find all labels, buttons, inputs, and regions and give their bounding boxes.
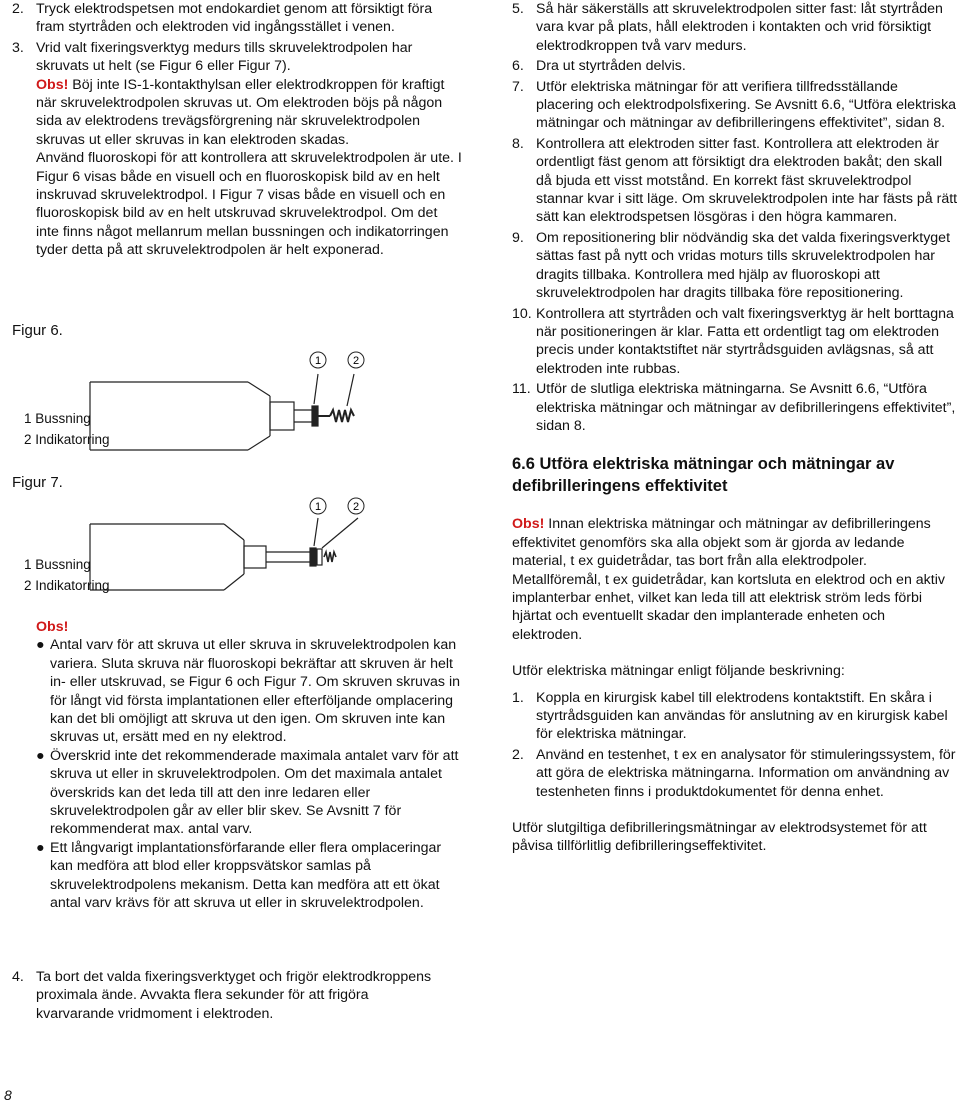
svg-text:2: 2 <box>352 355 360 367</box>
step-text: Så här säkerställs att skruvelektrodpolen sitter fast: låt styrtråden vara kvar på plats, håll elektroden i kontakten och vrid försiktigt elektrodkroppen två varv medurs. <box>536 1 943 54</box>
callout-1 <box>310 352 326 368</box>
obs-note <box>512 515 958 644</box>
section-heading: 6.6 Utföra elektriska mätningar och mätningar av defibrilleringens effektivitet <box>512 455 895 496</box>
figure-7 <box>12 474 464 604</box>
legend-item: 2 Indikatorring <box>24 432 110 447</box>
obs-label: Obs! <box>36 76 69 93</box>
step-text: Tryck elektrodspetsen mot endokardiet genom att försiktigt föra fram styrtråden och elektroden vid ingångsstället i venen. <box>36 1 433 36</box>
step-text: Om repositionering blir nödvändig ska det valda fixeringsverktyget sättas fast på nytt och vridas moturs tills skruvelektrodpolen har dragits tillbaka. Kontrollera med hjälp av fluoroskopi att skruvelektrodpolen har dragits tillbaka före repositionering. <box>536 229 951 302</box>
step-text: Utför de slutliga elektriska mätningarna. Se Avsnitt 6.6, “Utföra elektriska mätningar och mätningar av defibrilleringens effektivitet”, sidan 8. <box>536 381 956 434</box>
step-number: 9. <box>512 229 524 246</box>
step-number: 2. <box>512 746 524 763</box>
measure-steps <box>512 689 958 801</box>
step-10 <box>512 305 958 379</box>
step-3 <box>12 39 464 260</box>
step-number: 3. <box>12 39 24 56</box>
step-6 <box>512 57 958 75</box>
step-5 <box>512 0 958 55</box>
callout-1 <box>310 498 326 514</box>
step-number: 1. <box>512 689 524 706</box>
obs-note <box>36 76 464 150</box>
bullet-dot: ● <box>36 839 45 856</box>
svg-text:2: 2 <box>352 501 360 513</box>
figure-7-label: Figur 7. <box>12 474 63 491</box>
step-7 <box>512 78 958 133</box>
step-text: Vrid valt fixeringsverktyg medurs tills skruvelektrodpolen har skruvats ut helt (se Figur 6 eller Figur 7). <box>36 39 413 75</box>
bullet-dot: ● <box>36 637 45 654</box>
final-text: Utför slutgiltiga defibrilleringsmätningar av elektrodsystemet för att påvisa tillförlitlig defibrilleringseffektivitet. <box>512 820 927 855</box>
obs-label: Obs! <box>36 619 69 635</box>
step-number: 2. <box>12 1 24 17</box>
bullet-text: Överskrid inte det rekommenderade maximala antalet varv för att skruva ut eller in skruvelektrodpolen. Om det maximala antalet överskrids kan det leda till att den inre ledaren eller skruvelektrodpolen går av eller blir skev. Se Avsnitt 7 för rekommenderat max. antal varv. <box>50 747 459 838</box>
step-number: 5. <box>512 1 524 17</box>
step-text: Kontrollera att styrtråden och valt fixeringsverktyg är helt borttagna när positioneringen är klar. Fatta ett ordentligt tag om elektroden precis under kontaktstiftet när styrtrådsguiden avlägsnas, så att elektroden inte rubbas. <box>536 305 954 377</box>
step-8 <box>512 135 958 227</box>
legend-item: 2 Indikatorring <box>24 578 110 593</box>
bullet-text: Antal varv för att skruva ut eller skruva in skruvelektrodpolen kan variera. Sluta skruva när fluoroskopi bekräftar att skruven är helt in- eller utskruvad, se Figur 6 och Figur 7. Om skruven skruvas in för långt vid första implantationen eller efterföljande omplacering kan det bli omöjligt att skruva ut den igen. Om skruven inte kan skruvas ut, ersätt med en ny elektrod. <box>50 637 461 746</box>
page-number: 8 <box>4 1087 12 1103</box>
figure-6-legend <box>24 408 110 450</box>
step-text: Ta bort det valda fixeringsverktyget och frigör elektrodkroppens proximala ände. Avvakta flera sekunder för att frigöra kvarvarande vridmoment i elektroden. <box>36 969 432 1022</box>
left-column <box>12 0 464 1022</box>
callout-2 <box>348 352 364 368</box>
lead-tool-drawing <box>90 374 354 450</box>
step-9 <box>512 229 958 303</box>
step-text: Dra ut styrtråden delvis. <box>536 58 686 75</box>
legend-item: 1 Bussning <box>24 411 91 426</box>
step-text: Kontrollera att elektroden sitter fast. Kontrollera att elektroden är ordentligt fäst genom att försiktigt dra elektroden bakåt; den skall då bjuda ett visst motstånd. En korrekt fäst skruvelektrodpol stannar kvar i sitt läge. Om skruvelektrodpolen inte har fästs på rätt sätt kan elektrodspetsen lösgöras i den högra kammaren. <box>536 135 958 226</box>
obs-text: Böj inte IS-1-kontakthylsan eller elektrodkroppen för kraftigt när skruvelektrodpolen skruvas ut. Om elektroden böjs på någon sida av elektrodens trevägsförgrening när skruvelektrodpolen skruvas ut eller skruvas in kan elektroden skadas. <box>36 76 445 148</box>
bullet-dot: ● <box>36 747 45 764</box>
step-2 <box>12 0 464 37</box>
step-text: Använd en testenhet, t ex en analysator för stimuleringssystem, för att göra de elektriska mätningarna. Information om användning av testenheten finns i produktdokumentet för denna enhet. <box>536 746 956 800</box>
step-number: 6. <box>512 58 524 75</box>
obs-bullets <box>36 618 464 913</box>
step-number: 4. <box>12 969 24 985</box>
step-number: 8. <box>512 135 524 152</box>
bullet-item <box>36 636 464 746</box>
callout-2 <box>348 498 364 514</box>
step-text: Koppla en kirurgisk kabel till elektrodens kontaktstift. En skåra i styrtrådsguiden kan användas för anslutning av en kirurgisk kabel för elektriska mätningar. <box>536 689 948 743</box>
lead-tool-drawing <box>90 518 358 590</box>
step-number: 7. <box>512 78 524 95</box>
step-text: Utför elektriska mätningar för att verifiera tillfredsställande placering och elektrodpolsfixering. Se Avsnitt 6.6, “Utföra elektriska mätningar och mätningar av defibrilleringens effektivitet”, sidan 8. <box>536 78 957 132</box>
measure-step <box>512 746 958 801</box>
svg-text:1: 1 <box>314 501 322 513</box>
obs-text: Innan elektriska mätningar och mätningar av defibrilleringens effektivitet genomförs ska alla objekt som är gjorda av ledande material, t ex guidetrådar, tas bort från alla elektrodpoler. Metallföremål, t ex guidetrådar, kan kortsluta en elektrod och en aktiv implanterbar enhet, vilket kan leda till att elektrisk ström leds förbi hjärtat och eventuellt skadar den implanterade enheten och elektroden. <box>512 516 945 643</box>
fluoro-paragraph: Använd fluoroskopi för att kontrollera att skruvelektrodpolen är ute. I Figur 6 visas både en visuell och en fluoroskopisk bild av en helt inskruvad skruvelektrodpol. I Figur 7 visas både en visuell och en fluoroskopisk bild av en helt utskruvad skruvelektrodpol. Om det inte finns något mellanrum mellan bussningen och indikatorringen tyder detta på att skruvelektrodpolen är helt exponerad. <box>36 150 462 259</box>
legend-item: 1 Bussning <box>24 557 91 572</box>
bullet-item <box>36 747 464 839</box>
bullet-text: Ett långvarigt implantationsförfarande eller flera omplaceringar kan medföra att blod eller kroppsvätskor samlas på skruvelektrodpolens mekanism. Detta kan medföra att ett ökat antal varv krävs för att skruva ut eller in skruvelektrodpolen. <box>50 839 442 912</box>
step-11 <box>512 380 958 435</box>
step-number: 10. <box>512 305 532 322</box>
measure-step <box>512 689 958 744</box>
figure-7-legend <box>24 554 110 596</box>
figure-6-label: Figur 6. <box>12 322 63 339</box>
step-4 <box>12 968 436 1023</box>
intro-text: Utför elektriska mätningar enligt följande beskrivning: <box>512 663 845 680</box>
svg-text:1: 1 <box>314 355 322 367</box>
right-column <box>512 0 958 856</box>
obs-label: Obs! <box>512 516 545 533</box>
figure-6 <box>12 322 464 452</box>
bullet-item <box>36 839 464 913</box>
step-number: 11. <box>512 381 531 398</box>
